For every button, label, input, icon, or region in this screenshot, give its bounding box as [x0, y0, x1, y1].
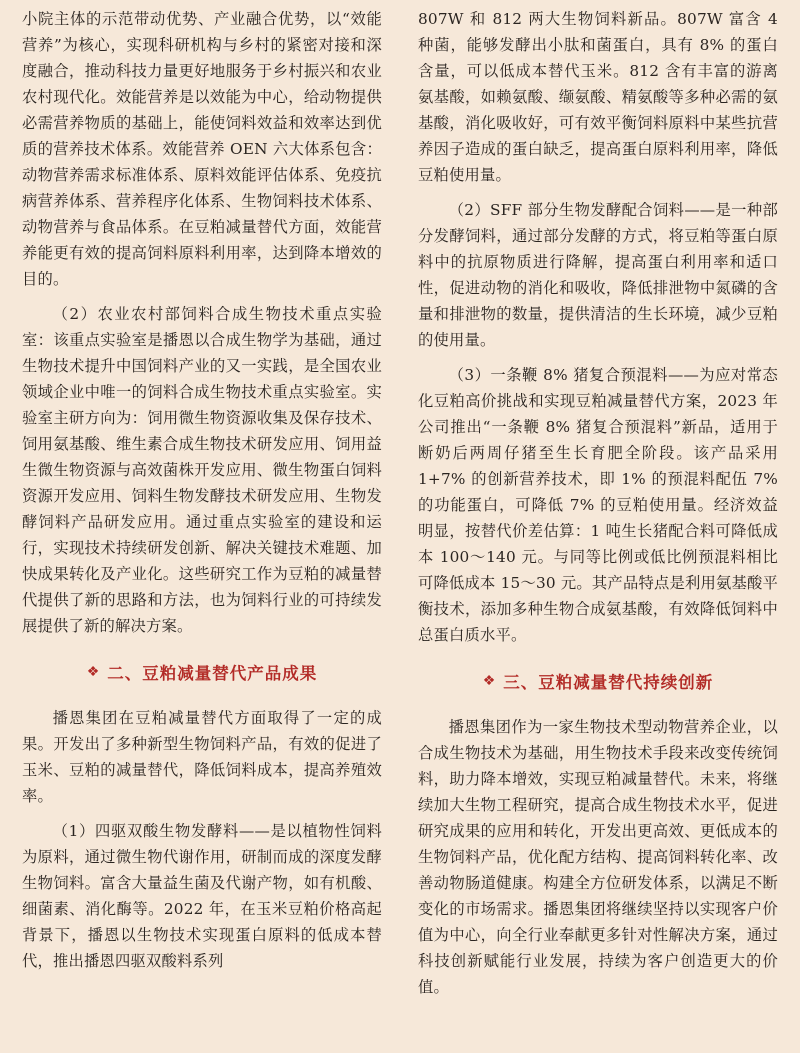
paragraph: 播恩集团在豆粕减量替代方面取得了一定的成果。开发出了多种新型生物饲料产品，有效的促进了玉米、豆粕的减量替代，降低饲料成本，提高养殖效率。 [22, 709, 382, 805]
paragraph: （2）农业农村部饲料合成生物技术重点实验室：该重点实验室是播恩以合成生物学为基础，通过生物技术提升中国饲料产业的又一实践，是全国农业领域企业中唯一的饲料合成生物技术重点实验室。实验室主研方向为：饲用微生物资源收集及保存技术、饲用氨基酸、维生素合成生物技术研发应用、饲用益生微生物资源与高效菌株开发应用、微生物蛋白饲料资源开发应用、饲料生物发酵技术研发应用、生物发酵饲料产品研发应用。通过重点实验室的建设和运行，实现技术持续研发创新、解决关键技术难题、加快成果转化及产业化。这些研究工作为豆粕的减量替代提供了新的思路和方法，也为饲料行业的可持续发展提供了新的解决方案。 [22, 305, 382, 635]
paragraph: （2）SFF 部分生物发酵配合饲料——是一种部分发酵饲料，通过部分发酵的方式，将豆粕等蛋白原料中的抗原物质进行降解，提高蛋白利用率和适口性，促进动物的消化和吸收，降低排泄物中氮磷的含量和排泄物的数量，提供清洁的生长环境，减少豆粕的使用量。 [418, 201, 778, 349]
section-heading [22, 659, 382, 685]
paragraph: 小院主体的示范带动优势、产业融合优势，以“效能营养”为核心，实现科研机构与乡村的紧密对接和深度融合，推动科技力量更好地服务于乡村振兴和农业农村现代化。效能营养是以效能为中心，给动物提供必需营养物质的基础上，能使饲料效益和效率达到优质的营养技术体系。效能营养 OEN 六大体系包含：动物营养需求标准体系、原料效能评估体系、免疫抗病营养体系、营养程序化体系、生物饲料技术体系、动物营养与食品体系。在豆粕减量替代方面，效能营养能更有效的提高饲料原料利用率，达到降本增效的目的。 [22, 10, 382, 288]
paragraph: 播恩集团作为一家生物技术型动物营养企业，以合成生物技术为基础，用生物技术手段来改变传统饲料，助力降本增效，实现豆粕减量替代。未来，将继续加大生物工程研究，提高合成生物技术水平，促进研究成果的应用和转化，开发出更高效、更低成本的生物饲料产品，优化配方结构、提高饲料转化率、改善动物肠道健康。构建全方位研发体系，以满足不断变化的市场需求。播恩集团将继续坚持以实现客户价值为中心，向全行业奉献更多针对性解决方案，通过科技创新赋能行业发展，持续为客户创造更大的价值。 [418, 718, 778, 996]
left-column [22, 6, 382, 1053]
paragraph: （1）四驱双酸生物发酵料——是以植物性饲料为原料，通过微生物代谢作用，研制而成的深度发酵生物饲料。富含大量益生菌及代谢产物，如有机酸、细菌素、消化酶等。2022 年，在玉米豆粕价格高起背景下，播恩以生物技术实现蛋白原料的低成本替代，推出播恩四驱双酸料系列 [22, 822, 382, 970]
diamond-cluster-icon: ❖ [86, 664, 100, 680]
right-column [418, 6, 778, 1053]
paragraph: 807W 和 812 两大生物饲料新品。807W 富含 4 种菌，能够发酵出小肽和菌蛋白，具有 8% 的蛋白含量，可以低成本替代玉米。812 含有丰富的游离氨基酸，如赖氨酸、缬氨酸、精氨酸等多种必需的氨基酸，消化吸收好，可有效平衡饲料原料中某些抗营养因子造成的蛋白缺乏，提高蛋白原料利用率，降低豆粕使用量。 [418, 10, 778, 184]
diamond-cluster-icon: ❖ [482, 673, 496, 689]
section-heading-text: 二、豆粕减量替代产品成果 [107, 664, 318, 683]
section-heading-text: 三、豆粕减量替代持续创新 [503, 673, 714, 692]
paragraph: （3）一条鞭 8% 猪复合预混料——为应对常态化豆粕高价挑战和实现豆粕减量替代方案，2023 年公司推出“一条鞭 8% 猪复合预混料”新品，适用于断奶后两周仔猪至生长育肥全阶段。该产品采用 1+7% 的创新营养技术，即 1% 的预混料配伍 7% 的功能蛋白，可降低 7% 的豆粕使用量。经济效益明显，按替代价差估算：1 吨生长猪配合料可降低成本 100～140 元。与同等比例或低比例预混料相比可降低成本 15～30 元。其产品特点是利用氨基酸平衡技术，添加多种生物合成氨基酸，有效降低饲料中总蛋白质水平。 [418, 366, 778, 644]
section-heading [418, 668, 778, 694]
